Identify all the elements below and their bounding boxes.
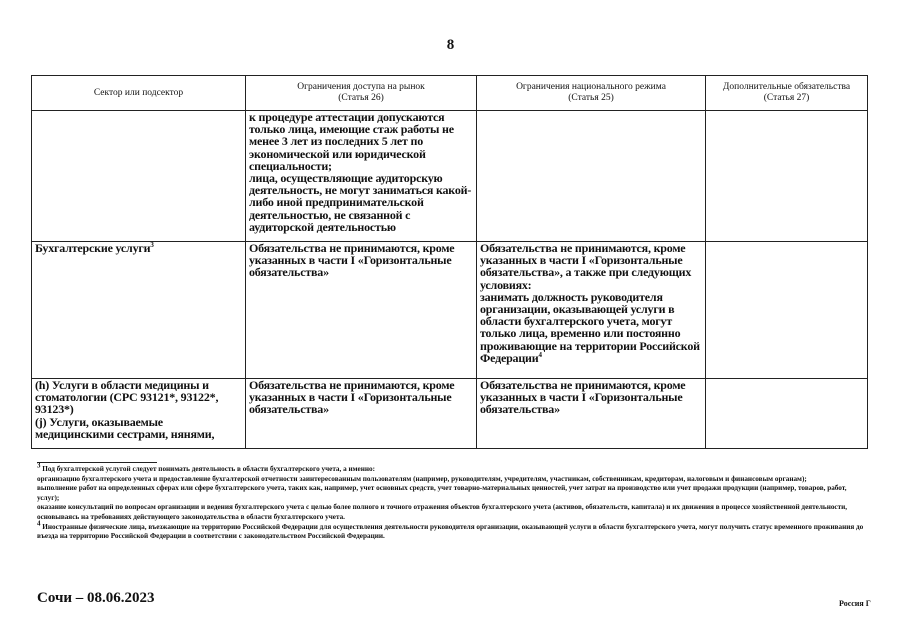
row3-sector: (h) Услуги в области медицины и стоматологии (CPC 93121*, 93122*, 93123*) (j) Услуги, оказываемые медицинскими сестрами, нянями, xyxy=(32,379,246,449)
table-row xyxy=(32,379,868,449)
footnote-3-item: выполнение работ на определенных сферах или сфере бухгалтерского учета, таких как, например, учет основных средств, учет товарно-материальных ценностей, учет затрат на производство или учет продажи продукции (например, товаров, работ, услуг); xyxy=(37,484,847,502)
footnote-3-item: организацию бухгалтерского учета и предоставление бухгалтерской отчетности заинтересованным пользователям (например, руководителям, учредителям, участникам, собственникам, кредиторам, налоговым и финансовым органам); xyxy=(37,474,807,483)
table-row xyxy=(32,242,868,379)
page-number: 8 xyxy=(446,37,455,53)
row1-national-treatment xyxy=(477,111,706,242)
row2-sector: Бухгалтерские услуги$^3$ xyxy=(32,242,246,379)
table-header-row xyxy=(32,76,868,111)
commitments-table xyxy=(31,75,868,449)
footnote-3-item: оказание консультаций по вопросам организации и ведения бухгалтерского учета с целью более полного и точного отражения объектов бухгалтерского учета (активов, обязательств, капитала) и их движения в процессе хозяйственной деятельности, основываясь на требованиях действующего законодательства в области бухгалтерского учета. xyxy=(37,503,848,521)
footnote-4: $^4$ Иностранные физические лица, въезжающие на территорию Российской Федерации для осуществления деятельности руководителя организации, оказывающей услуги в области бухгалтерского учета, могут получить статус временного проживания до въезда на территорию Российской Федерации в соответствии с законодательством Российской Федерации. xyxy=(37,519,864,541)
footnotes xyxy=(37,462,867,542)
row3-national-treatment: Обязательства не принимаются, кроме указанных в части I «Горизонтальные обязательства» xyxy=(477,379,706,449)
row2-national-treatment: Обязательства не принимаются, кроме указанных в части I «Горизонтальные обязательства», а также при следующих условиях: занимать должность руководителя организации, оказывающей услуги в области бухгалтерского учета, могут только лица, временно или постоянно проживающие на территории Российской Федерации$^4$ xyxy=(477,242,706,379)
footnote-3: $^3$ Под бухгалтерской услугой следует понимать деятельность в области бухгалтерского учета, а именно: xyxy=(37,461,376,473)
footer-place-date: Сочи – 08.06.2023 xyxy=(37,590,155,606)
row2-additional xyxy=(706,242,868,379)
header-national-treatment: Ограничения национального режима (Статья 25) xyxy=(477,76,706,111)
row2-market-access: Обязательства не принимаются, кроме указанных в части I «Горизонтальные обязательства» xyxy=(246,242,477,379)
header-sector: Сектор или подсектор xyxy=(32,76,246,111)
row1-sector xyxy=(32,111,246,242)
header-market-access: Ограничения доступа на рынок (Статья 26) xyxy=(246,76,477,111)
row3-market-access: Обязательства не принимаются, кроме указанных в части I «Горизонтальные обязательства» xyxy=(246,379,477,449)
row1-additional xyxy=(706,111,868,242)
footnote-divider xyxy=(37,462,157,463)
row1-market-access: к процедуре аттестации допускаются только лица, имеющие стаж работы не менее 3 лет из последних 5 лет по экономической или юридической специальности; лица, осуществляющие аудиторскую деятельность, не могут заниматься какой-либо иной предпринимательской деятельностью, не связанной с аудиторской деятельностью xyxy=(246,111,477,242)
header-additional: Дополнительные обязательства (Статья 27) xyxy=(706,76,868,111)
footer-country-code: Россия Г xyxy=(839,599,871,608)
table-row xyxy=(32,111,868,242)
row3-additional xyxy=(706,379,868,449)
